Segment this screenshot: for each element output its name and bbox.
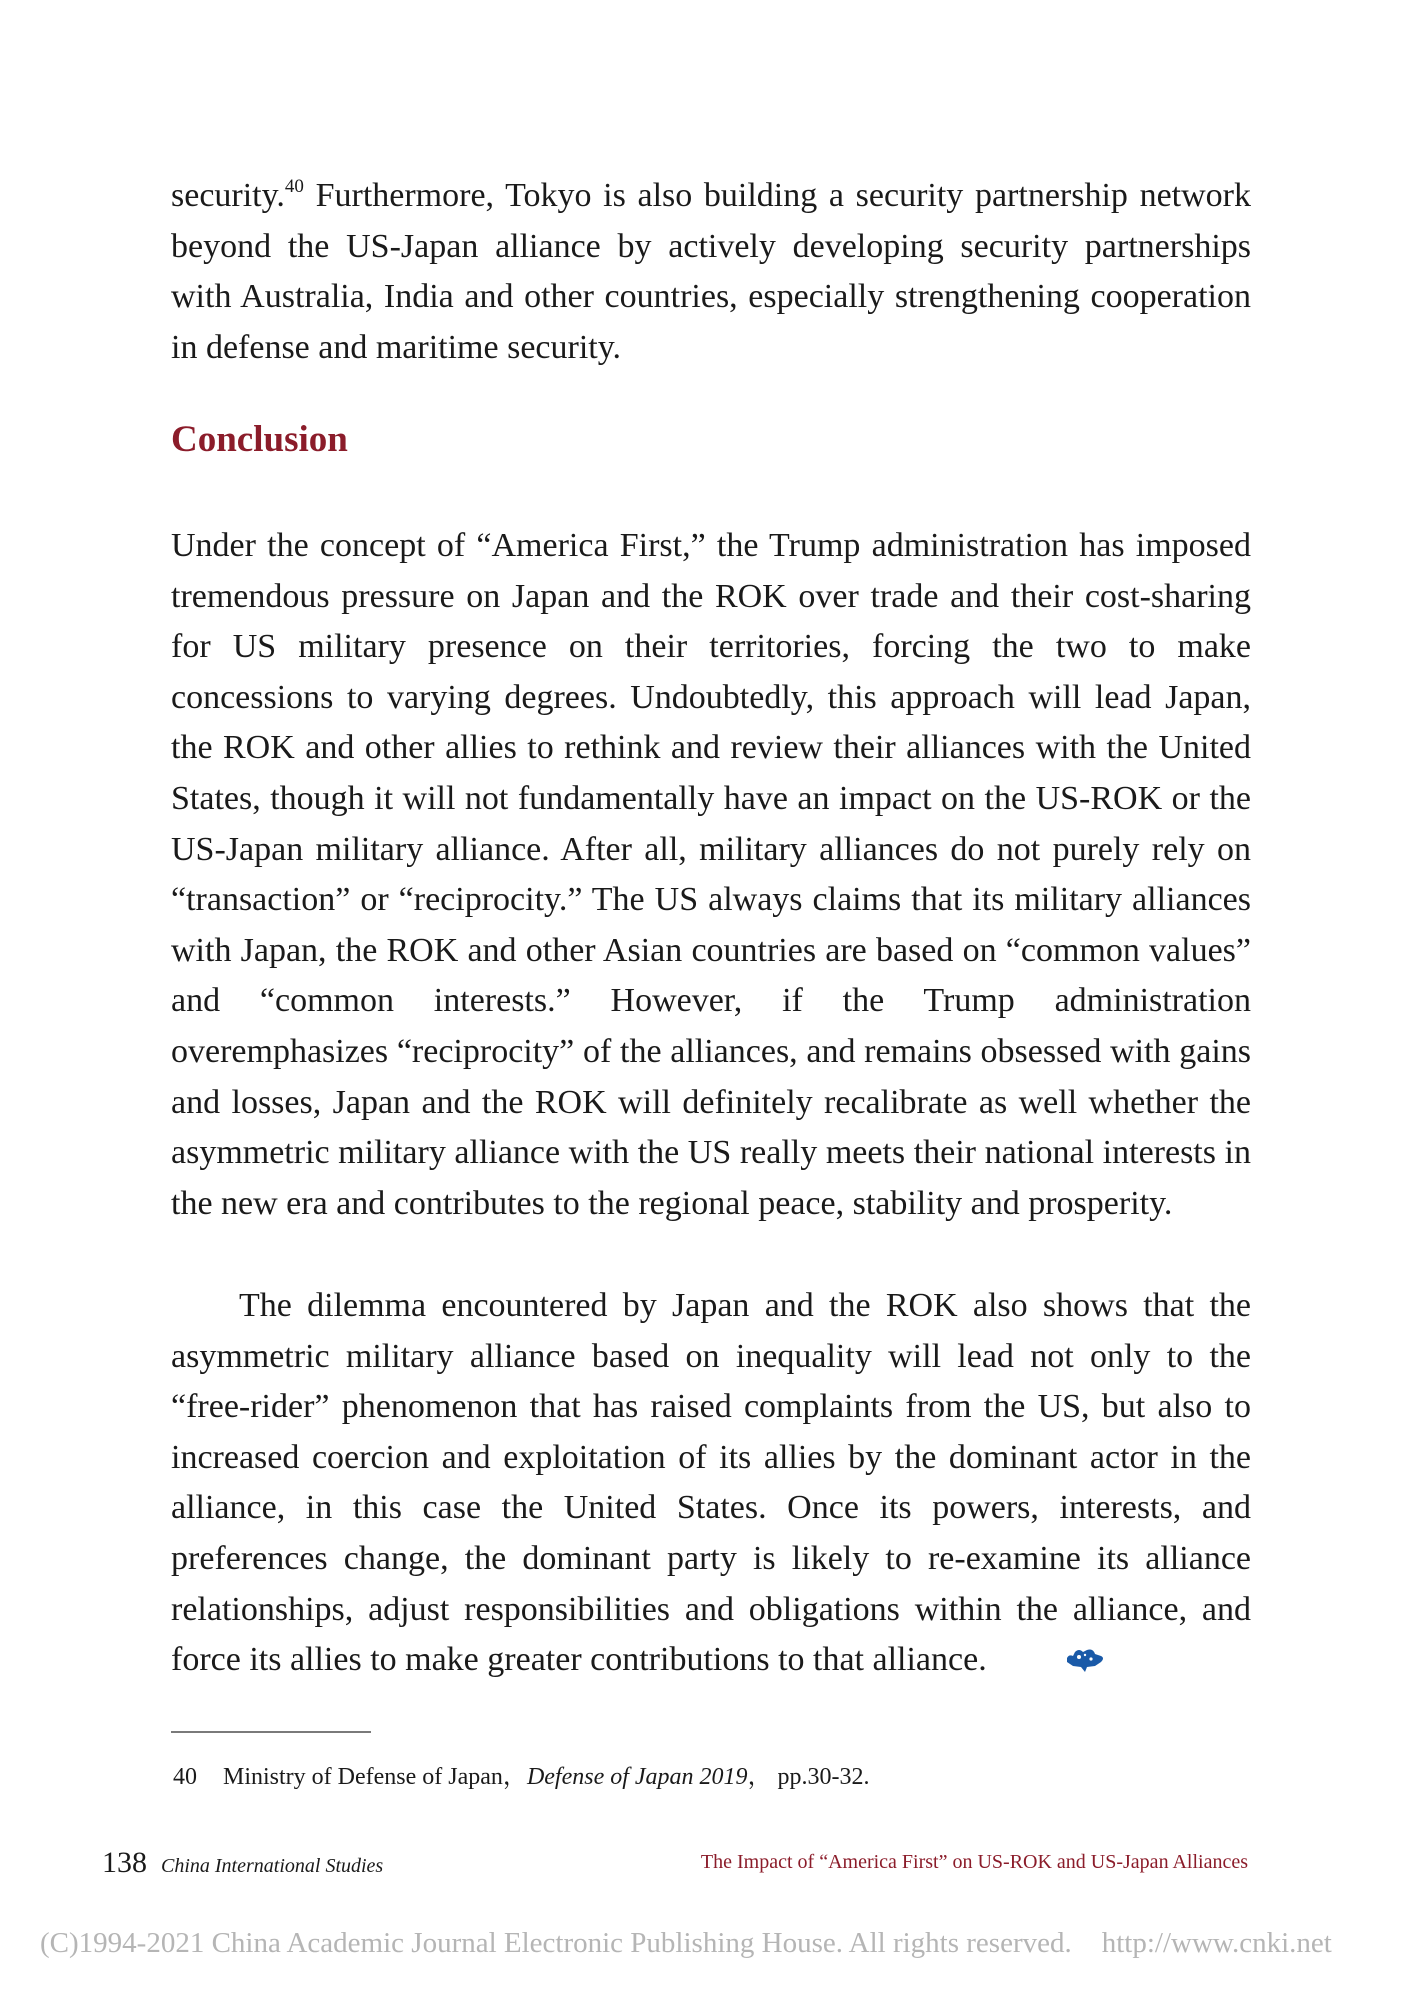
end-of-article-icon — [995, 1637, 1037, 1661]
paragraph-conclusion-1: Under the concept of “America First,” the Trump administration has imposed tremendous pressure on Japan and the ROK over trade and their cost-sharing for US military presence on their territories, forcing the two to make concessions to varying degrees. Undoubtedly, this approach will lead Japan, the ROK and other allies to rethink and review their alliances with the United States, though it will not fundamentally have an impact on the US-ROK or the US-Japan military alliance. After all, military alliances do not purely rely on “transaction” or “reciprocity.” The US always claims that its military alliances with Japan, the ROK and other Asian countries are based on “common values” and “common interests.” However, if the Trump administration overemphasizes “reciprocity” of the alliances, and remains obsessed with gains and losses, Japan and the ROK will definitely recalibrate as well whether the asymmetric military alliance with the US really meets their national interests in the new era and contributes to the regional peace, stability and prosperity. — [171, 527, 1251, 1222]
footnote-author: Ministry of Defense of Japan， — [223, 1764, 527, 1790]
journal-name: China International Studies — [161, 1855, 384, 1877]
footnote-reference[interactable]: 40 — [284, 176, 304, 197]
paragraph-text: The dilemma encountered by Japan and the ROK also shows that the asymmetric military alliance based on inequality will lead not only to the “free-rider” phenomenon that has raised complaints from the US, but also to increased coercion and exploitation of its allies by the dominant actor in the alliance, in this case the United States. Once its powers, interests, and preferences change, the dominant party is likely to re-examine its alliance relationships, adjust responsibilities and obligations within the alliance, and force its allies to make greater contributions to that alliance. — [171, 1287, 1251, 1679]
footnote-divider — [171, 1731, 371, 1733]
page-footer-left — [102, 1846, 383, 1880]
copyright-text: (C)1994-2021 China Academic Journal Electronic Publishing House. All rights reserved. — [40, 1927, 1072, 1959]
paragraph-conclusion-2 — [171, 1281, 1251, 1686]
footnote-title: Defense of Japan 2019 — [526, 1764, 748, 1790]
watermark-url[interactable]: http://www.cnki.net — [1101, 1927, 1332, 1959]
paragraph-text: security. — [171, 177, 285, 214]
footnote — [171, 1756, 870, 1791]
paragraph-text: Furthermore, Tokyo is also building a security partnership network beyond the US-Japan alliance by actively developing security partnerships with Australia, India and other countries, especially strengthening cooperation in defense and maritime security. — [171, 177, 1251, 366]
footnote-number: 40 — [173, 1764, 197, 1790]
footnote-pages: ， pp.30-32. — [747, 1764, 870, 1790]
copyright-watermark — [40, 1927, 1380, 1960]
section-heading: Conclusion — [171, 419, 348, 460]
page-number: 138 — [102, 1846, 147, 1879]
paragraph-continuation — [171, 171, 1251, 373]
running-title: The Impact of “America First” on US-ROK and US-Japan Alliances — [700, 1851, 1248, 1873]
